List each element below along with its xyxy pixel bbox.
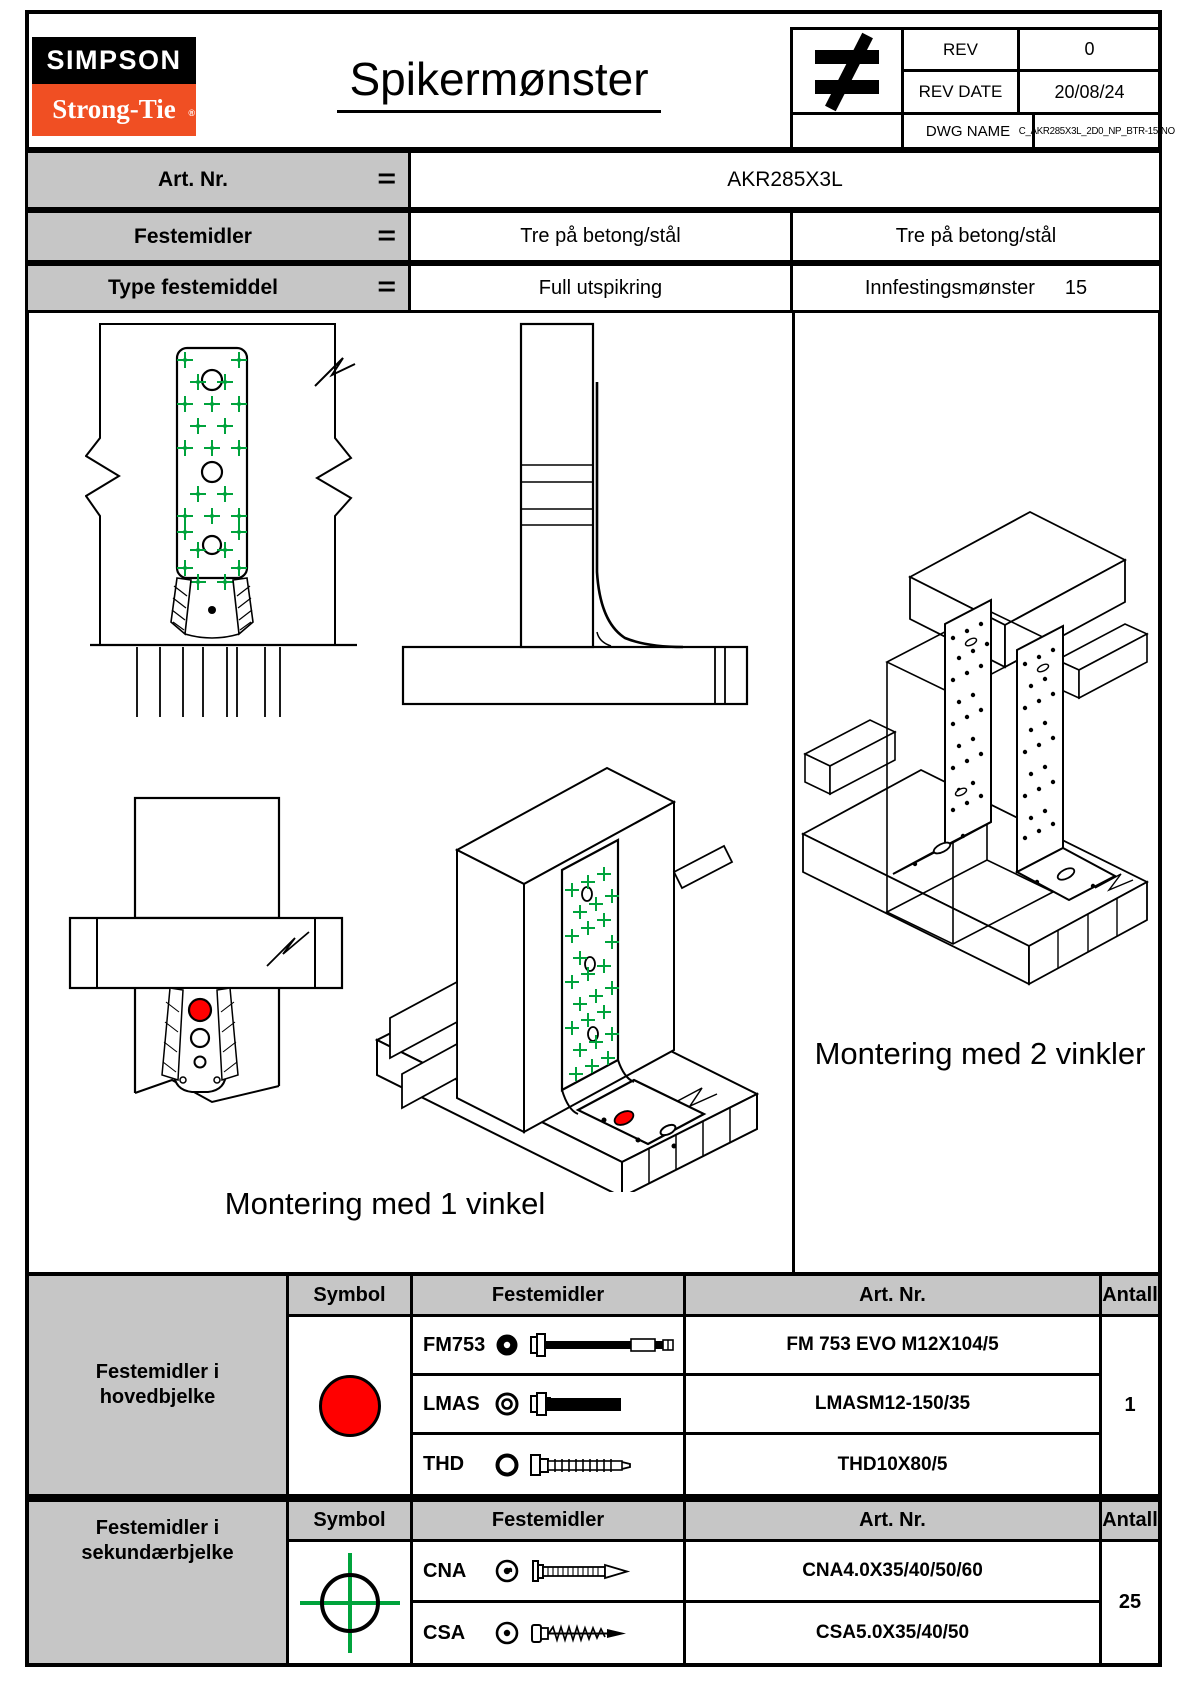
lmas-bolt-drawing [529,1390,679,1418]
pattern-number: 15 [1064,276,1088,299]
group-label-hovedbjelke: Festemidler i hovedbjelke [29,1276,289,1494]
table-sekundaerbjelke [25,1498,1162,1667]
col-header-symbol: Symbol [289,1502,413,1542]
fastener-row-thd: THD [413,1435,686,1494]
csa-screw-drawing [529,1619,659,1647]
fastener-row-fm753: FM753 [413,1317,686,1376]
simpson-logo: SIMPSON [32,37,196,84]
thd-icon [494,1452,520,1478]
caption-one-vinkel: Montering med 1 vinkel [224,1186,546,1221]
rev-value: 0 [1017,27,1162,72]
page-title: Spikermønster [238,52,760,113]
strongtie-logo [32,84,196,136]
dwg-name-value: C_AKR285X3L_2D0_NP_BTR-15-NO [1032,112,1162,150]
artnr-label-cell: Art. Nr. = [28,153,411,207]
antall-sekundaerbjelke: 25 [1118,1591,1142,1613]
fm753-icon [494,1332,520,1358]
fm753-bolt-drawing [529,1331,679,1359]
anchor-marker-red [189,999,211,1021]
beam-end-grain [137,647,280,717]
col-header-festemidler: Festemidler [413,1276,686,1317]
col-header-symbol: Symbol [289,1276,413,1317]
info-row-festemidler [25,210,1162,263]
equals-sign: = [377,219,396,250]
artnr-value: AKR285X3L [727,168,843,191]
festemidler-right-value: Tre på betong/stål [895,225,1057,247]
symbol-sekundaerbjelke [289,1542,413,1663]
iso-one-bracket-drawing [372,722,777,1192]
strongtie-logo-text: Strong-Tie [52,94,176,124]
info-row-artnr [25,150,1162,210]
empty-cell [790,112,904,150]
green-crosshair-symbol [289,1542,410,1663]
cna-icon [494,1558,520,1584]
artnr-cna: CNA4.0X35/40/50/60 [686,1542,1102,1603]
symbol-hovedbjelke [289,1317,413,1494]
rev-date-label: REV DATE [901,69,1020,115]
col-header-artnr: Art. Nr. [686,1502,1102,1542]
thd-screw-drawing [529,1451,679,1479]
iso-two-brackets-drawing [795,492,1165,1007]
lmas-icon [494,1391,520,1417]
col-header-festemidler: Festemidler [413,1502,686,1542]
equals-sign: = [377,270,396,302]
dwg-name-label: DWG NAME [901,112,1035,150]
col-header-antall: Antall [1102,1502,1158,1542]
not-equal-icon [790,27,904,115]
caption-two-vinkler: Montering med 2 vinkler [814,1036,1146,1071]
fastener-row-cna: CNA [413,1542,686,1603]
top-view-drawing [62,788,354,1118]
csa-icon [494,1620,520,1646]
artnr-csa: CSA5.0X35/40/50 [686,1603,1102,1663]
pattern-label: Innfestingsmønster [864,276,1035,299]
type-left-value: Full utspikring [411,266,793,310]
group-label-sekundaerbjelke: Festemidler i sekundærbjelke [29,1502,289,1663]
col-header-antall: Antall [1102,1276,1158,1317]
fastener-row-csa: CSA [413,1603,686,1663]
table-hovedbjelke [25,1272,1162,1498]
col-header-artnr: Art. Nr. [686,1276,1102,1317]
pattern-cell [793,266,1159,310]
bracket-profile [597,382,683,647]
side-view-drawing [375,320,755,710]
red-circle-symbol [319,1375,381,1437]
rev-label: REV [901,27,1020,72]
info-row-type [25,263,1162,313]
registered-mark: ® [188,108,195,118]
type-label-cell: Type festemiddel = [28,266,411,310]
festemidler-label-cell: Festemidler = [28,213,411,260]
artnr-thd: THD10X80/5 [686,1435,1102,1494]
antall-hovedbjelke: 1 [1124,1394,1136,1416]
artnr-fm753: FM 753 EVO M12X104/5 [686,1317,1102,1376]
artnr-lmas: LMASM12-150/35 [686,1376,1102,1435]
front-view-drawing [85,320,365,720]
festemidler-left-value: Tre på betong/stål [411,213,793,260]
equals-sign: = [377,162,396,194]
rev-date-value: 20/08/24 [1017,69,1162,115]
cna-nail-drawing [529,1557,659,1585]
fastener-row-lmas: LMAS [413,1376,686,1435]
